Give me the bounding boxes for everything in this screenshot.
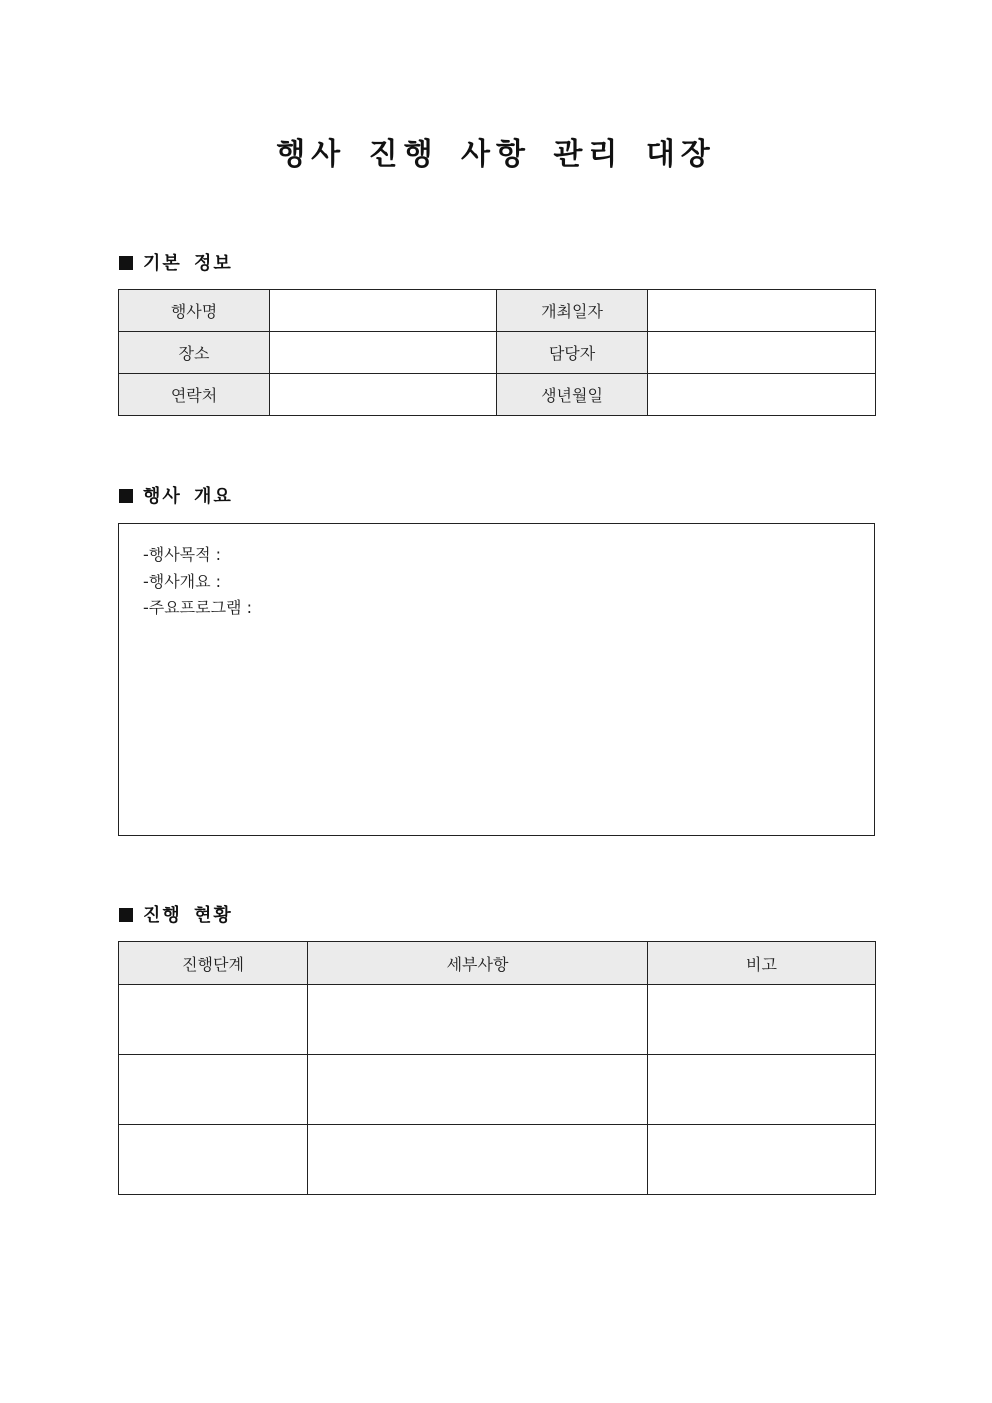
section-heading-overview	[119, 485, 233, 509]
cell-stage[interactable]	[119, 985, 308, 1055]
cell-stage[interactable]	[119, 1055, 308, 1125]
table-row	[119, 1125, 876, 1195]
table-row	[119, 290, 876, 332]
label-manager: 담당자	[497, 332, 648, 374]
table-row	[119, 985, 876, 1055]
section-heading-progress	[119, 904, 233, 928]
section-heading-text: 기본 정보	[143, 253, 233, 274]
label-event-date: 개최일자	[497, 290, 648, 332]
cell-remarks[interactable]	[648, 1125, 876, 1195]
overview-box[interactable]	[118, 523, 875, 836]
field-venue[interactable]	[270, 332, 497, 374]
square-bullet-icon	[119, 489, 133, 503]
overview-program-line: -주요프로그램 :	[143, 598, 252, 617]
cell-details[interactable]	[308, 985, 648, 1055]
header-remarks: 비고	[648, 942, 876, 985]
label-event-name: 행사명	[119, 290, 270, 332]
field-contact[interactable]	[270, 374, 497, 416]
label-contact: 연락처	[119, 374, 270, 416]
table-row	[119, 374, 876, 416]
cell-details[interactable]	[308, 1125, 648, 1195]
table-row	[119, 1055, 876, 1125]
cell-details[interactable]	[308, 1055, 648, 1125]
header-details: 세부사항	[308, 942, 648, 985]
square-bullet-icon	[119, 908, 133, 922]
table-row	[119, 332, 876, 374]
header-stage: 진행단계	[119, 942, 308, 985]
field-event-date[interactable]	[648, 290, 876, 332]
document-title: 행사 진행 사항 관리 대장	[276, 137, 716, 172]
table-header-row	[119, 942, 876, 985]
basic-info-table	[118, 289, 876, 416]
progress-table	[118, 941, 876, 1195]
section-heading-basic-info	[119, 252, 233, 276]
field-event-name[interactable]	[270, 290, 497, 332]
overview-purpose-line: -행사목적 :	[143, 545, 222, 564]
label-venue: 장소	[119, 332, 270, 374]
cell-stage[interactable]	[119, 1125, 308, 1195]
cell-remarks[interactable]	[648, 1055, 876, 1125]
field-manager[interactable]	[648, 332, 876, 374]
section-heading-text: 진행 현황	[143, 905, 233, 926]
square-bullet-icon	[119, 256, 133, 270]
label-birthdate: 생년월일	[497, 374, 648, 416]
field-birthdate[interactable]	[648, 374, 876, 416]
cell-remarks[interactable]	[648, 985, 876, 1055]
overview-summary-line: -행사개요 :	[143, 571, 222, 591]
section-heading-text: 행사 개요	[143, 486, 233, 507]
